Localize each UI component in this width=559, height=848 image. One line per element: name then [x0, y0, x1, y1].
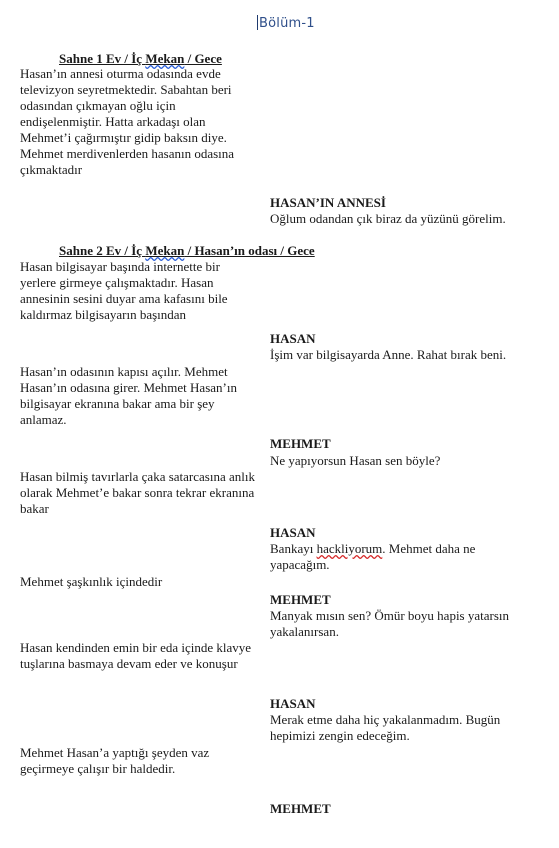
dialogue-line: Oğlum odandan çık biraz da yüzünü görelim. [270, 211, 506, 226]
scene-1-action: Hasan’ın annesi oturma odasında evde televizyon seyretmektedir. Sabahtan beri odasından çıkmayan oğlu için endişelenmiştir. Hatta arkadaşı olan Mehmet’i çağırmıştır gidip baksın diye. Mehmet merdivenlerden hasanın odasına çıkmaktadır [20, 66, 235, 177]
scene-2-heading: Sahne 2 Ev / İç Mekan / Hasan’ın odası / Gece [59, 243, 315, 258]
character-name: HASAN [270, 696, 316, 711]
chapter-title [257, 15, 315, 32]
character-name: MEHMET [270, 801, 331, 816]
scene-2-action: Hasan bilmiş tavırlarla çaka satarcasına anlık olarak Mehmet’e bakar sonra tekrar ekranına bakar [20, 469, 255, 516]
chapter-title-text: Bölüm-1 [259, 16, 315, 31]
dialogue-line: Manyak mısın sen? Ömür boyu hapis yatarsın yakalanırsan. [270, 608, 510, 639]
scene-2-action: Hasan kendinden emin bir eda içinde klavye tuşlarına basmaya devam eder ve konuşur [20, 640, 252, 671]
character-name: HASAN’IN ANNESİ [270, 195, 386, 210]
spellcheck-mark: Mekan [145, 51, 185, 66]
character-name: HASAN [270, 525, 316, 540]
scene-2-action: Hasan bilgisayar başında internette bir yerlere girmeye çalışmaktadır. Hasan annesinin sesini duyar ama kafasını bile kaldırmaz bilgisayarın başından [20, 259, 228, 322]
dialogue-line: Merak etme daha hiç yakalanmadım. Bugün hepimizi zengin edeceğim. [270, 712, 501, 743]
scene-2-action: Hasan’ın odasının kapısı açılır. Mehmet Hasan’ın odasına girer. Mehmet Hasan’ın bilgisayar ekranına bakar ama bir şey anlamaz. [20, 364, 237, 427]
spellcheck-mark: Mekan [145, 243, 185, 258]
character-name: MEHMET [270, 436, 331, 451]
scene-1-heading: Sahne 1 Ev / İç Mekan / Gece [59, 51, 222, 66]
character-name: HASAN [270, 331, 316, 346]
character-name: MEHMET [270, 592, 331, 607]
spellcheck-mark: hackliyorum [316, 541, 383, 556]
scene-2-action: Mehmet şaşkınlık içindedir [20, 574, 163, 589]
dialogue-line: Ne yapıyorsun Hasan sen böyle? [270, 453, 441, 468]
scene-2-action: Mehmet Hasan’a yaptığı şeyden vaz geçirmeye çalışır bir haldedir. [20, 745, 210, 776]
dialogue-line: İşim var bilgisayarda Anne. Rahat bırak beni. [270, 347, 507, 362]
dialogue-line: Bankayı hackliyorum. Mehmet daha ne yapacağım. [270, 541, 476, 572]
text-cursor [257, 15, 258, 30]
